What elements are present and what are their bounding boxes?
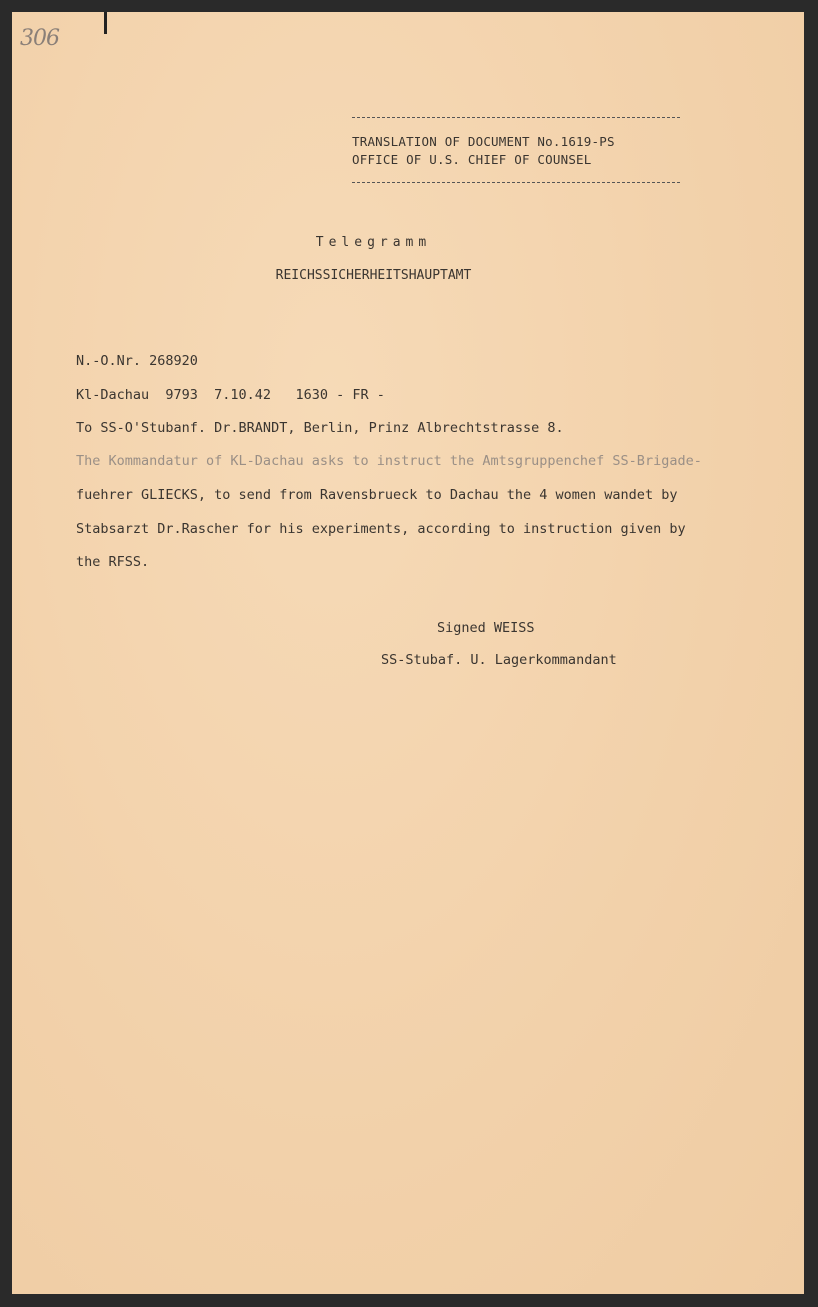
office-title: REICHSSICHERHEITSHAUPTAMT [275,268,472,283]
paragraph-line-2: fuehrer GLIECKS, to send from Ravensbrueck to Dachau the 4 women wandet by [76,487,678,503]
signature-title: SS-Stubaf. U. Lagerkommandant [381,652,617,668]
reference-number: N.-O.Nr. 268920 [76,353,198,369]
addressee-line: To SS-O'Stubanf. Dr.BRANDT, Berlin, Prinz Albrechtstrasse 8. [76,420,564,436]
header-line-1: TRANSLATION OF DOCUMENT No.1619-PS [352,134,615,149]
signed-line: Signed WEISS [437,620,535,636]
paragraph-line-3: Stabsarzt Dr.Rascher for his experiments, according to instruction given by [76,521,686,537]
document-page [12,12,804,1294]
header-rule-bottom [352,182,680,183]
handwritten-page-number: 306 [20,26,59,51]
paragraph-line-1: The Kommandatur of KL-Dachau asks to instruct the Amtsgruppenchef SS-Brigade- [76,453,702,469]
header-rule-top [352,117,680,118]
header-line-2: OFFICE OF U.S. CHIEF OF COUNSEL [352,152,592,167]
margin-mark [104,12,107,34]
routing-line: Kl-Dachau 9793 7.10.42 1630 - FR - [76,387,385,403]
paragraph-line-4: the RFSS. [76,554,150,570]
translation-header [352,133,615,169]
document-type-title: Telegramm [315,235,432,250]
